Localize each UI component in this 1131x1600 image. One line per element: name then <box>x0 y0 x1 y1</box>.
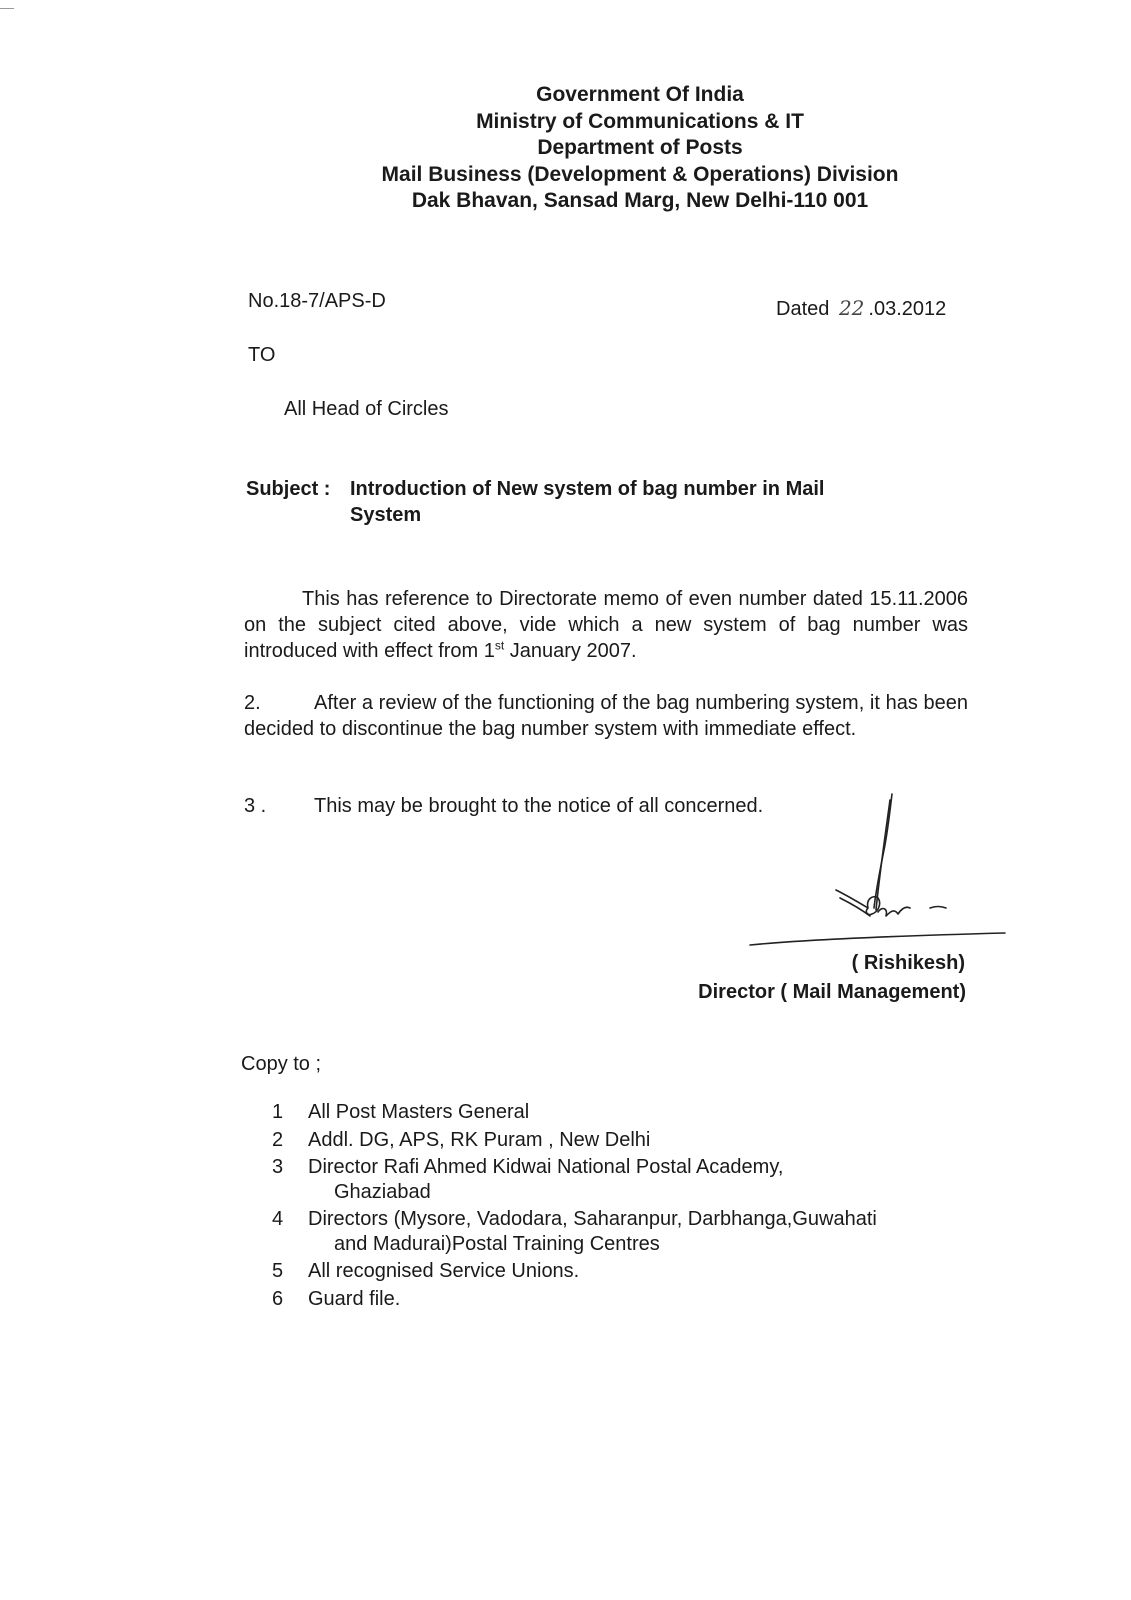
signatory-name: ( Rishikesh) <box>851 952 965 974</box>
paragraph-2 <box>244 690 968 742</box>
addressee: All Head of Circles <box>284 398 449 420</box>
list-item-text: Guard file. <box>308 1287 401 1310</box>
paragraph-2-number: 2. <box>244 692 261 714</box>
subject-text: Introduction of New system of bag number in Mail System <box>350 478 825 526</box>
letterhead-line-address: Dak Bhavan, Sansad Marg, New Delhi-110 001 <box>411 189 869 212</box>
list-item-text: Director Rafi Ahmed Kidwai National Postal Academy, <box>308 1156 784 1178</box>
list-item-number: 4 <box>272 1208 284 1230</box>
list-item-text: Addl. DG, APS, RK Puram , New Delhi <box>308 1128 651 1151</box>
list-item <box>272 1128 972 1153</box>
list-item-text: Directors (Mysore, Vadodara, Saharanpur, Darbhanga,Guwahati <box>308 1208 877 1230</box>
letterhead-line-department: Department of Posts <box>537 136 743 159</box>
list-item-number: 3 <box>272 1156 284 1178</box>
signatory-title: Director ( Mail Management) <box>698 981 966 1003</box>
list-item-number: 1 <box>272 1101 284 1123</box>
paragraph-1-end: January 2007. <box>504 640 637 662</box>
list-item-continuation: Ghaziabad <box>334 1180 431 1203</box>
list-item-text: All Post Masters General <box>308 1101 530 1123</box>
copy-to-list <box>272 1100 972 1314</box>
list-item <box>272 1100 972 1125</box>
letterhead <box>330 82 950 215</box>
dated-label: Dated <box>776 298 830 320</box>
list-item <box>272 1287 972 1312</box>
signature-image <box>740 790 1030 970</box>
paragraph-1-main: This has reference to Directorate memo of even number dated 15.11.2006 on the subject cited above, vide which a new system of bag number was introduced with effect from 1 <box>244 588 968 662</box>
letterhead-line-ministry: Ministry of Communications & IT <box>476 109 804 133</box>
list-item-continuation: and Madurai)Postal Training Centres <box>334 1232 660 1255</box>
paragraph-3-text: This may be brought to the notice of all concerned. <box>314 795 764 817</box>
paragraph-2-text: After a review of the functioning of the bag numbering system, it has been decided to discontinue the bag number system with immediate effect. <box>244 692 968 740</box>
list-item-text: All recognised Service Unions. <box>308 1260 580 1282</box>
paragraph-1-superscript: st <box>494 638 505 653</box>
subject-label: Subject : <box>246 478 331 500</box>
paragraph-3-number: 3 . <box>244 795 267 817</box>
list-item-number: 6 <box>272 1287 284 1310</box>
letterhead-line-government: Government Of India <box>536 83 744 106</box>
letterhead-line-division: Mail Business (Development & Operations) Division <box>381 162 899 186</box>
dated-month-year: .03.2012 <box>868 298 947 320</box>
scan-edge-mark <box>0 8 14 9</box>
list-item-number: 5 <box>272 1260 284 1282</box>
list-item <box>272 1155 972 1204</box>
reference-number: No.18-7/APS-D <box>248 290 386 312</box>
paragraph-1 <box>244 586 968 664</box>
list-item-number: 2 <box>272 1128 284 1151</box>
subject-block <box>246 476 906 528</box>
to-label: TO <box>248 344 276 366</box>
dated-day-handwritten: 22 <box>838 296 865 320</box>
list-item <box>272 1259 972 1284</box>
list-item <box>272 1207 972 1256</box>
copy-to-label: Copy to ; <box>241 1053 322 1075</box>
date-line <box>776 296 946 321</box>
